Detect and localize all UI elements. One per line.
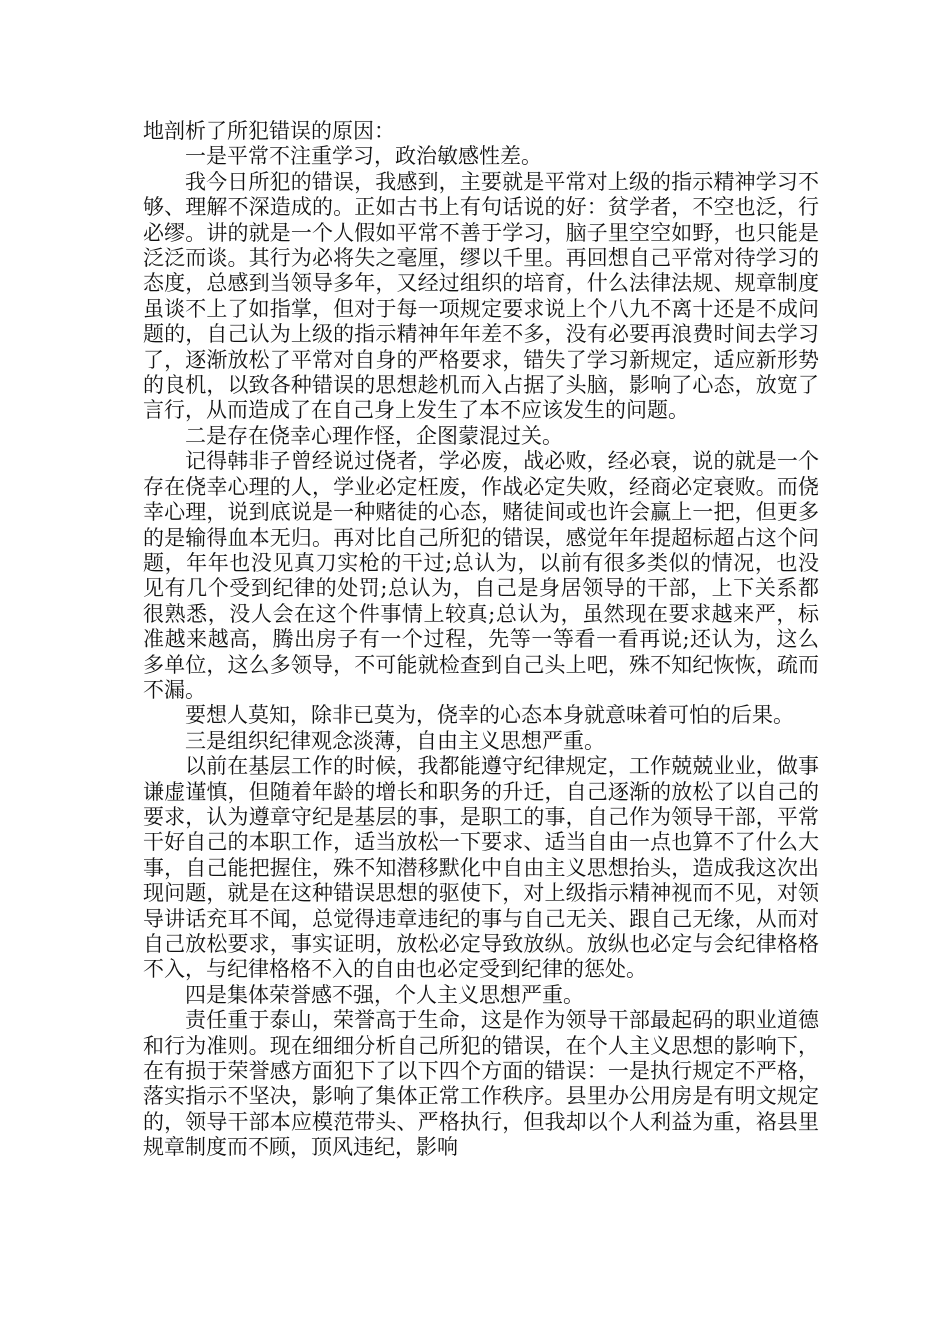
- section-heading: 一是平常不注重学习，政治敏感性差。: [185, 144, 542, 169]
- section-heading: 二是存在侥幸心理作怪，企图蒙混过关。: [185, 423, 563, 448]
- paragraph: 要想人莫知，除非已莫为，侥幸的心态本身就意味着可怕的后果。: [185, 703, 794, 728]
- paragraph: 地剖析了所犯错误的原因：: [143, 119, 395, 143]
- paragraph: 记得韩非子曾经说过侥者，学必废，战必败，经必衰，说的就是一个存在侥幸心理的人，学业必定枉废，作战必定失败，经商必定衰败。而侥幸心理，说到底说是一种赌徒的心态，赌徒间或也许会赢上一把，但更多的是输得血本无归。再对比自己所犯的错误，感觉年年提超标超占这个问题，年年也没见真刀实枪的干过;总认为，以前有很多类似的情况，也没见有几个受到纪律的处罚;总认为，自己是身居领导的干部，上下关系都很熟悉，没人会在这个件事情上较真;总认为，虽然现在要求越来严，标准越来越高，腾出房子有一个过程，先等一等看一看再说;还认为，这么多单位，这么多领导，不可能就检查到自己头上吧，殊不知纪恢恢，疏而不漏。: [143, 449, 819, 702]
- section-heading: 四是集体荣誉感不强，个人主义思想严重。: [185, 982, 584, 1007]
- paragraph: 责任重于泰山，荣誉高于生命，这是作为领导干部最起码的职业道德和行为准则。现在细细分析自己所犯的错误，在个人主义思想的影响下，在有损于荣誉感方面犯下了以下四个方面的错误：一是执行规定不严格，落实指示不坚决，影响了集体正常工作秩序。县里办公用房是有明文规定的，领导干部本应模范带头、严格执行，但我却以个人利益为重，袼县里规章制度而不顾，顶风违纪，影响: [143, 1008, 819, 1160]
- paragraph: 我今日所犯的错误，我感到，主要就是平常对上级的指示精神学习不够、理解不深造成的。正如古书上有句话说的好：贫学者，不空也泛，行必缪。讲的就是一个人假如平常不善于学习，脑子里空空如野，也只能是泛泛而谈。其行为必将失之毫厘，缪以千里。再回想自己平常对待学习的态度，总感到当领导多年，又经过组织的培育，什么法律法规、规章制度虽谈不上了如指掌，但对于每一项规定要求说上个八九不离十还是不成问题的，自己认为上级的指示精神年年差不多，没有必要再浪费时间去学习了，逐渐放松了平常对自身的严格要求，错失了学习新规定，适应新形势的良机，以致各种错误的思想趁机而入占据了头脑，影响了心态，放宽了言行，从而造成了在自己身上发生了本不应该发生的问题。: [143, 169, 819, 423]
- section-heading: 三是组织纪律观念淡薄，自由主义思想严重。: [185, 728, 605, 753]
- document-body: [143, 119, 819, 1161]
- paragraph: 以前在基层工作的时候，我都能遵守纪律规定，工作兢兢业业，做事谦虚谨慎，但随着年龄的增长和职务的升迁，自己逐渐的放松了以自己的要求，认为遵章守纪是基层的事，是职工的事，自己作为领导干部，平常干好自己的本职工作，适当放松一下要求、适当自由一点也算不了什么大事，自己能把握住，殊不知潜移默化中自由主义思想抬头，造成我这次出现问题，就是在这种错误思想的驱使下，对上级指示精神视而不见，对领导讲话充耳不闻，总觉得违章违纪的事与自己无关、跟自己无缘，从而对自己放松要求，事实证明，放松必定导致放纵。放纵也必定与会纪律格格不入，与纪律格格不入的自由也必定受到纪律的惩处。: [143, 754, 819, 982]
